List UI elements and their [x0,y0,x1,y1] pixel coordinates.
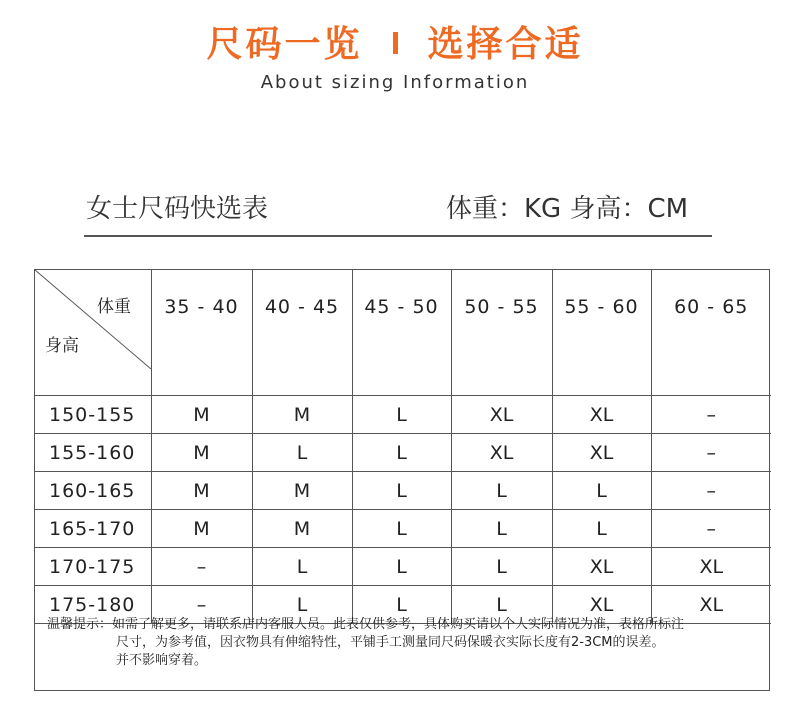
size-table-frame [34,269,770,691]
height-range-cell: 155-160 [35,434,151,472]
size-cell: L [252,548,352,586]
height-range-cell: 170-175 [35,548,151,586]
size-cell: L [352,472,451,510]
height-range-cell: 150-155 [35,396,151,434]
size-cell: M [151,434,252,472]
size-cell: L [352,586,451,624]
size-cell: – [651,396,771,434]
size-cell: L [451,548,552,586]
size-cell: L [352,510,451,548]
size-cell: L [451,586,552,624]
size-cell: XL [651,548,771,586]
size-cell: XL [451,396,552,434]
size-cell: XL [651,586,771,624]
size-cell: – [151,548,252,586]
corner-height-label: 身高 [45,336,79,356]
weight-range-header: 40 - 45 [252,270,352,396]
weight-range-header: 60 - 65 [651,270,771,396]
note-line: 尺寸，为参考值，因衣物具有伸缩特性，平铺手工测量同尺码保暖衣实际长度有2-3CM的误差。 [116,635,665,650]
size-cell: L [352,434,451,472]
table-row [35,510,771,548]
size-cell: XL [552,434,651,472]
size-cell: XL [552,548,651,586]
size-cell: L [352,396,451,434]
size-chart-title: 女士尺码快选表 [86,194,269,224]
page-title [0,22,790,68]
size-cell: XL [451,434,552,472]
weight-range-header: 55 - 60 [552,270,651,396]
size-cell: L [352,548,451,586]
height-range-cell: 160-165 [35,472,151,510]
table-row [35,434,771,472]
table-row [35,548,771,586]
note-line: 并不影响穿着。 [116,653,208,668]
size-cell: L [451,510,552,548]
page-title-left: 尺码一览 [206,24,363,65]
size-cell: – [651,434,771,472]
height-range-cell: 175-180 [35,586,151,624]
size-cell: M [252,396,352,434]
size-cell: L [252,434,352,472]
size-cell: M [151,510,252,548]
size-cell: M [252,472,352,510]
size-cell: L [552,472,651,510]
size-cell: L [451,472,552,510]
page-title-right: 选择合适 [427,24,584,65]
title-divider [84,235,712,237]
corner-weight-label: 体重 [97,297,131,317]
size-note [47,616,747,670]
size-cell: M [252,510,352,548]
page-subtitle: About sizing Information [260,72,530,93]
size-cell: – [151,586,252,624]
table-row [35,396,771,434]
size-cell: M [151,472,252,510]
size-cell: – [651,472,771,510]
size-cell: L [252,586,352,624]
height-range-cell: 165-170 [35,510,151,548]
corner-cell [35,270,151,396]
weight-range-header: 35 - 40 [151,270,252,396]
title-separator [393,32,398,54]
size-cell: XL [552,396,651,434]
unit-label: 体重：KG 身高：CM [446,194,689,224]
table-row [35,472,771,510]
size-cell: M [151,396,252,434]
note-line: 温馨提示：如需了解更多，请联系店内客服人员。此表仅供参考，具体购买请以个人实际情况为准，表格所标注 [47,617,685,632]
size-cell: L [552,510,651,548]
size-table [35,270,771,624]
size-cell: XL [552,586,651,624]
table-header-row [35,270,771,396]
size-cell: – [651,510,771,548]
weight-range-header: 45 - 50 [352,270,451,396]
weight-range-header: 50 - 55 [451,270,552,396]
